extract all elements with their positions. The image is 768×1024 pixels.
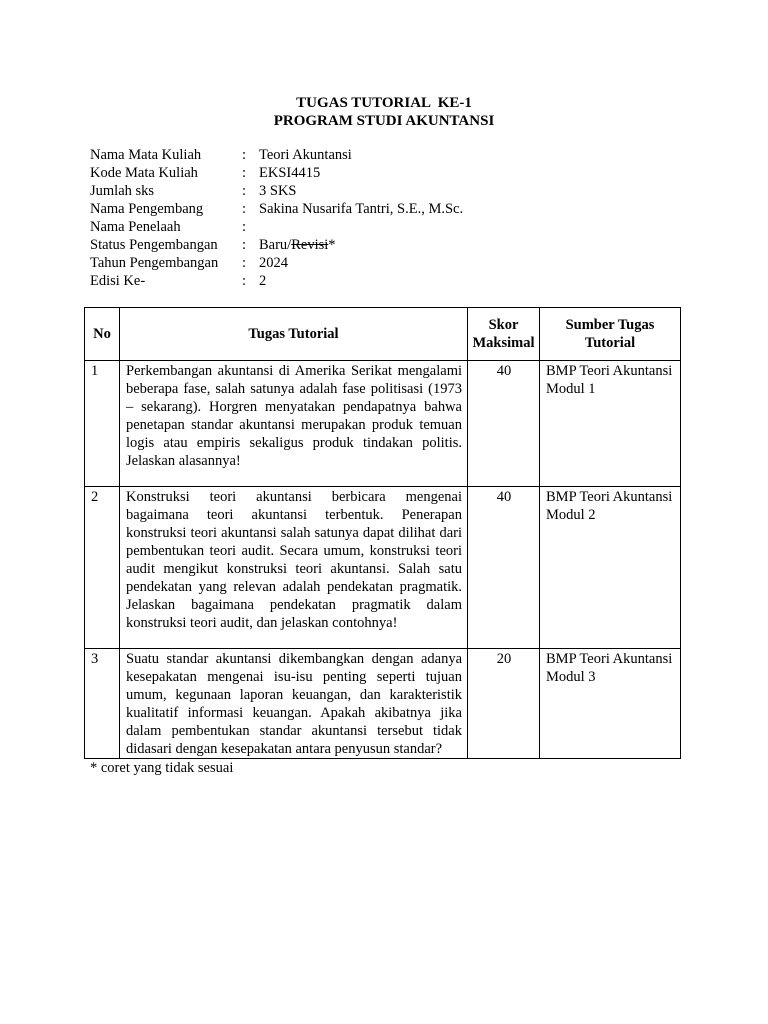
- info-label: Status Pengembangan: [90, 237, 218, 253]
- info-row: [90, 146, 463, 164]
- info-colon: :: [242, 273, 247, 289]
- row-task: Perkembangan akuntansi di Amerika Serikat mengalami beberapa fase, salah satunya adalah fase politisasi (1973 – sekarang). Horgren menyatakan pendapatnya bahwa penetapan standar akuntansi merupakan produk temuan logis atau empiris sekaligus produk tindakan politis. Jelaskan alasannya!: [120, 361, 468, 487]
- info-value: [259, 218, 463, 236]
- info-value: Sakina Nusarifa Tantri, S.E., M.Sc.: [259, 201, 464, 217]
- row-no: 2: [85, 487, 120, 649]
- info-value: 2024: [259, 255, 288, 271]
- info-value: 3 SKS: [259, 183, 297, 199]
- title-line-2: PROGRAM STUDI AKUNTANSI: [273, 113, 495, 129]
- info-label: Nama Mata Kuliah: [90, 147, 202, 163]
- info-label: Nama Penelaah: [90, 219, 181, 235]
- header-no: No: [85, 308, 120, 361]
- info-row: [90, 200, 463, 218]
- table-row: [85, 361, 681, 487]
- status-revisi-struck: Revisi: [291, 237, 329, 253]
- status-asterisk: *: [328, 237, 336, 253]
- table-row: [85, 649, 681, 759]
- info-label: Edisi Ke-: [90, 273, 146, 289]
- row-source: BMP Teori Akuntansi Modul 1: [540, 361, 681, 487]
- row-score: 40: [468, 361, 540, 487]
- info-colon: :: [242, 201, 247, 217]
- info-value: 2: [259, 273, 267, 289]
- row-score: 20: [468, 649, 540, 759]
- header-task: Tugas Tutorial: [120, 308, 468, 361]
- tutorial-task-table: [84, 307, 681, 759]
- row-task: Konstruksi teori akuntansi berbicara mengenai bagaimana teori akuntansi terbentuk. Penerapan konstruksi teori akuntansi salah satunya dapat dilihat dari pembentukan teori audit. Secara umum, konstruksi teori audit mengikut konstruksi teori akuntansi. Salah satu pendekatan yang relevan adalah pendekatan pragmatik. Jelaskan bagaimana pendekatan pragmatik dalam konstruksi teori audit, dan jelaskan contohnya!: [120, 487, 468, 649]
- course-info: [90, 146, 463, 290]
- info-label: Kode Mata Kuliah: [90, 165, 198, 181]
- row-no: 3: [85, 649, 120, 759]
- info-value: [259, 236, 463, 254]
- info-colon: :: [242, 183, 247, 199]
- info-row: [90, 218, 463, 236]
- info-label: Jumlah sks: [90, 183, 155, 199]
- info-row: [90, 254, 463, 272]
- info-colon: :: [242, 219, 247, 235]
- info-value: Teori Akuntansi: [259, 147, 352, 163]
- info-colon: :: [242, 147, 247, 163]
- status-baru: Baru/: [259, 237, 292, 253]
- info-label: Nama Pengembang: [90, 201, 204, 217]
- table-row: [85, 487, 681, 649]
- footnote: * coret yang tidak sesuai: [90, 760, 234, 776]
- header-source: Sumber Tugas Tutorial: [540, 308, 681, 361]
- info-row: [90, 164, 463, 182]
- info-row: [90, 272, 463, 290]
- title-line-1: TUGAS TUTORIAL KE-1: [296, 95, 472, 111]
- info-row: [90, 236, 463, 254]
- row-source: BMP Teori Akuntansi Modul 3: [540, 649, 681, 759]
- row-task: Suatu standar akuntansi dikembangkan dengan adanya kesepakatan mengenai isu-isu penting seperti tujuan umum, kegunaan laporan keuangan, dan karakteristik kualitatif informasi keuangan. Apakah akibatnya jika dalam pembentukan standar akuntansi tersebut tidak didasari dengan kesepakatan antara penyusun standar?: [120, 649, 468, 759]
- document-title: [0, 94, 768, 130]
- info-value: EKSI4415: [259, 165, 321, 181]
- info-colon: :: [242, 237, 247, 253]
- table-header-row: [85, 308, 681, 361]
- info-label: Tahun Pengembangan: [90, 255, 219, 271]
- row-no: 1: [85, 361, 120, 487]
- header-score: Skor Maksimal: [468, 308, 540, 361]
- row-score: 40: [468, 487, 540, 649]
- info-row: [90, 182, 463, 200]
- row-source: BMP Teori Akuntansi Modul 2: [540, 487, 681, 649]
- info-colon: :: [242, 165, 247, 181]
- info-colon: :: [242, 255, 247, 271]
